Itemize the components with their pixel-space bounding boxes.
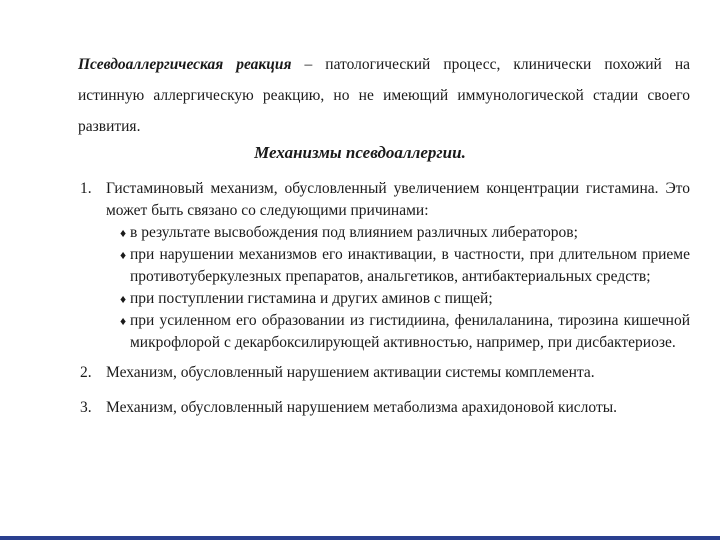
intro-term: Псевдоаллергическая реакция xyxy=(78,56,292,73)
slide-bottom-border xyxy=(0,536,720,540)
mechanisms-list xyxy=(80,178,690,419)
intro-text: – патологический процесс, клинически похожий на истинную аллергическую реакцию, но не имеющий иммунологической стадии своего развития. xyxy=(78,56,690,135)
list-item-3 xyxy=(80,397,690,419)
item-text: Механизм, обусловленный нарушением активации системы комплемента. xyxy=(106,364,595,381)
sub-item-text: при нарушении механизмов его инактивации, в частности, при длительном приеме противотуберкулезных препаратов, анальгетиков, антибактериальных средств; xyxy=(130,246,690,285)
sub-item-text: при усиленном его образовании из гистидиина, фенилаланина, тирозина кишечной микрофлорой с декарбоксилирующей активностью, например, при дисбактериозе. xyxy=(130,312,690,351)
list-item-1 xyxy=(80,178,690,354)
item-number: 2. xyxy=(80,364,92,381)
sub-item-3 xyxy=(106,288,690,310)
item-text: Гистаминовый механизм, обусловленный увеличением концентрации гистамина. Это может быть связано со следующими причинами: xyxy=(106,180,690,219)
diamond-bullet-icon: ♦ xyxy=(120,314,127,328)
diamond-bullet-icon: ♦ xyxy=(120,292,127,306)
item-number: 1. xyxy=(80,180,92,197)
item-number: 3. xyxy=(80,399,92,416)
sub-item-text: в результате высвобождения под влиянием различных либераторов; xyxy=(130,224,578,241)
item-text: Механизм, обусловленный нарушением метаболизма арахидоновой кислоты. xyxy=(106,399,618,416)
intro-paragraph xyxy=(78,49,690,142)
diamond-bullet-icon: ♦ xyxy=(120,226,127,240)
list-item-2 xyxy=(80,362,690,384)
sub-item-2 xyxy=(106,244,690,288)
sub-item-text: при поступлении гистамина и других аминов с пищей; xyxy=(130,290,493,307)
sub-list xyxy=(106,222,690,354)
sub-item-1 xyxy=(106,222,690,244)
diamond-bullet-icon: ♦ xyxy=(120,248,127,262)
section-heading: Механизмы псевдоаллергии. xyxy=(254,143,466,162)
sub-item-4 xyxy=(106,310,690,354)
